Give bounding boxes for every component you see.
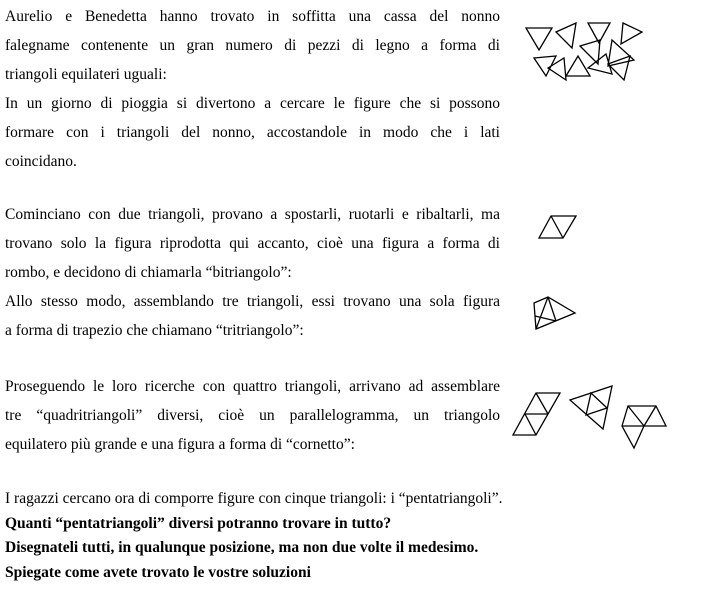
paragraph-two-three-triangles — [5, 200, 500, 345]
rhombus-icon — [538, 215, 580, 241]
paragraph-intro — [5, 2, 500, 176]
paragraph-four-triangles — [5, 372, 500, 459]
text-line: a forma di trapezio che chiamano “tritriangolo”: — [5, 322, 304, 339]
cornetto-icon — [618, 404, 670, 452]
question-line: Spiegate come avete trovato le vostre soluzioni — [5, 563, 311, 581]
intro-line: I ragazzi cercano ora di comporre figure con cinque triangoli: i “pentatriangoli”. — [5, 490, 503, 507]
text-line: Aurelio e Benedetta hanno trovato in soffitta una cassa del nonno — [5, 8, 500, 25]
text-line: In un giorno di pioggia si divertono a cercare le figure che si possono — [5, 95, 500, 112]
text-line: falegname contenente un gran numero di pezzi di legno a forma di — [5, 37, 500, 54]
text-line: Cominciano con due triangoli, provano a spostarli, ruotarli e ribaltarli, ma — [5, 206, 500, 223]
text-line: formare con i triangoli del nonno, accostandole in modo che i lati — [5, 124, 500, 141]
text-line: Allo stesso modo, assemblando tre triangoli, essi trovano una sola figura — [5, 293, 500, 310]
text-line: coincidano. — [5, 153, 77, 170]
text-line: trovano solo la figura riprodotta qui accanto, cioè una figura a forma di — [5, 235, 500, 252]
text-line: triangoli equilateri uguali: — [5, 66, 167, 83]
paragraph-questions — [5, 487, 565, 585]
text-line: rombo, e decidono di chiamarla “bitriangolo”: — [5, 264, 292, 281]
question-line: Quanti “pentatriangoli” diversi potranno trovare in tutto? — [5, 514, 392, 532]
scattered-triangles-icon — [520, 18, 650, 90]
text-line: Proseguendo le loro ricerche con quattro triangoli, arrivano ad assemblare — [5, 378, 500, 395]
large-triangle-icon — [568, 384, 618, 432]
trapezoid-icon — [532, 295, 578, 335]
text-line: tre “quadritriangoli” diversi, cioè un parallelogramma, un triangolo — [5, 407, 500, 424]
question-line: Disegnateli tutti, in qualunque posizione, ma non due volte il medesimo. — [5, 539, 479, 556]
parallelogram-icon — [512, 392, 562, 437]
text-line: equilatero più grande e una figura a forma di “cornetto”: — [5, 436, 355, 453]
